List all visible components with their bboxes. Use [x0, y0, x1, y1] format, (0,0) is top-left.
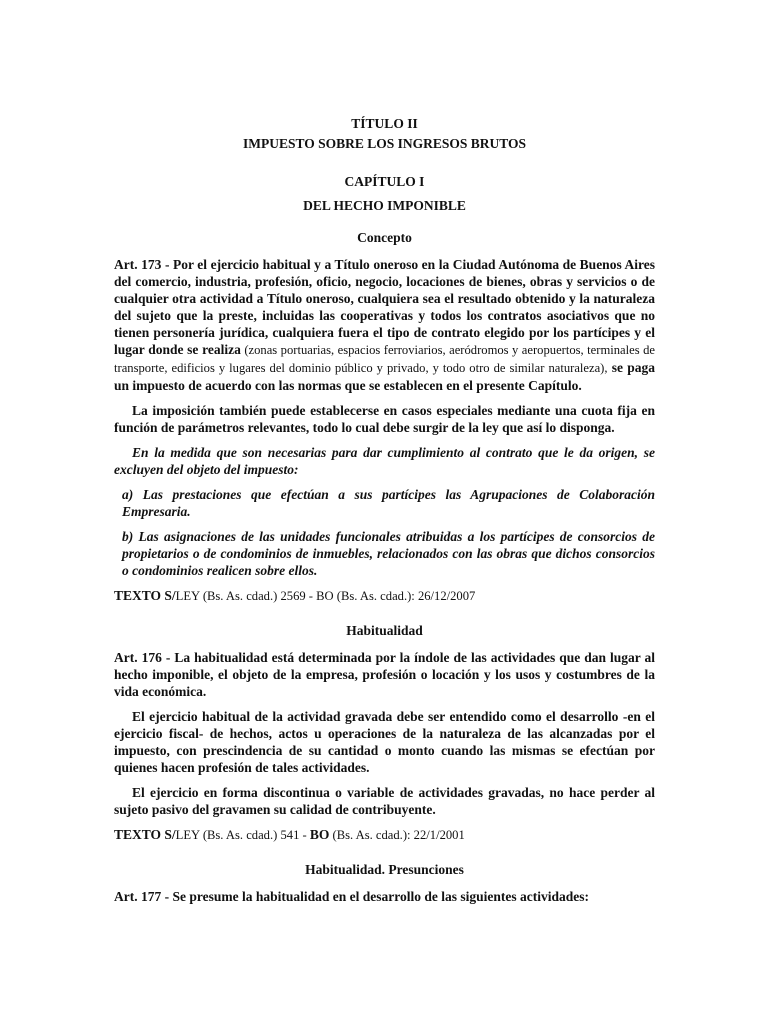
texto-value: LEY (Bs. As. cdad.) 2569 - BO (Bs. As. cdad.): 26/12/2007: [175, 589, 476, 603]
chapter-subheading: DEL HECHO IMPONIBLE: [303, 198, 466, 213]
tax-heading: IMPUESTO SOBRE LOS INGRESOS BRUTOS: [242, 136, 527, 151]
texto-value-law: LEY (Bs. As. cdad.) 541 -: [175, 828, 310, 842]
section-heading-habitualidad: Habitualidad: [346, 623, 423, 638]
paragraph-ejercicio-habitual: El ejercicio habitual de la actividad gravada debe ser entendido como el desarrollo -en el ejercicio fiscal- de hechos, actos u operaciones de la naturaleza de las alcanzadas por el impuesto, con prescindencia de su cantidad o monto cuando las mismas se efectúan por quienes hacen profesión de tales actividades.: [114, 709, 655, 775]
texto-label: TEXTO S/: [114, 827, 176, 842]
article-173-bold: Art. 173 - Por el ejercicio habitual y a Título oneroso en la Ciudad Autónoma de Buenos Aires del comercio, industria, profesión, oficio, negocio, locaciones de bienes, obras y servicios o de cualquier otra actividad a Título oneroso, cualquiera sea el resultado obtenido y la naturaleza del sujeto que la preste, incluidas las cooperativas y todos los contratos asociativos que no tienen personería jurídica, cualquiera fuera el tipo de contrato elegido por los partícipes y el lugar donde se realiza: [114, 257, 655, 357]
article-173: [114, 256, 655, 394]
paragraph-exclusiones: En la medida que son necesarias para dar cumplimiento al contrato que le da origen, se excluyen del objeto del impuesto:: [114, 445, 655, 477]
texto-bo: BO: [309, 827, 330, 842]
document-content: [114, 116, 655, 913]
article-173-parenthetical: (zonas portuarias, espacios ferroviarios, aeródromos y aeropuertos, terminales de transporte, edificios y lugares del dominio público y privado, y todo otro de similar naturaleza),: [114, 343, 655, 375]
exclusion-item-a: a) Las prestaciones que efectúan a sus partícipes las Agrupaciones de Colaboración Empresaria.: [122, 487, 655, 519]
texto-source-1: [114, 587, 655, 605]
chapter-heading: CAPÍTULO I: [344, 174, 425, 189]
article-176: Art. 176 - La habitualidad está determinada por la índole de las actividades que dan lugar al hecho imponible, el objeto de la empresa, profesión o locación y los usos y costumbres de la vida económica.: [114, 650, 655, 699]
exclusion-item-b: b) Las asignaciones de las unidades funcionales atribuidas a los partícipes de consorcios de propietarios o de condominios de inmuebles, relacionados con las obras que dichos consorcios o condominios realicen sobre ellos.: [122, 529, 655, 578]
texto-label: TEXTO S/: [114, 588, 176, 603]
paragraph-ejercicio-discontinuo: El ejercicio en forma discontinua o variable de actividades gravadas, no hace perder al sujeto pasivo del gravamen su calidad de contribuyente.: [114, 785, 655, 817]
article-173-tail: se paga un impuesto de acuerdo con las normas que se establecen en el presente Capítulo.: [114, 360, 655, 393]
paragraph-cuota-fija: La imposición también puede establecerse en casos especiales mediante una cuota fija en función de parámetros relevantes, todo lo cual debe surgir de la ley que así lo disponga.: [114, 403, 655, 435]
texto-value-date: (Bs. As. cdad.): 22/1/2001: [329, 828, 465, 842]
article-177: Art. 177 - Se presume la habitualidad en el desarrollo de las siguientes actividades:: [114, 889, 590, 904]
title-heading: TÍTULO II: [351, 116, 418, 131]
section-heading-presunciones: Habitualidad. Presunciones: [305, 862, 464, 877]
texto-source-2: [114, 826, 655, 844]
section-heading-concepto: Concepto: [357, 230, 412, 245]
